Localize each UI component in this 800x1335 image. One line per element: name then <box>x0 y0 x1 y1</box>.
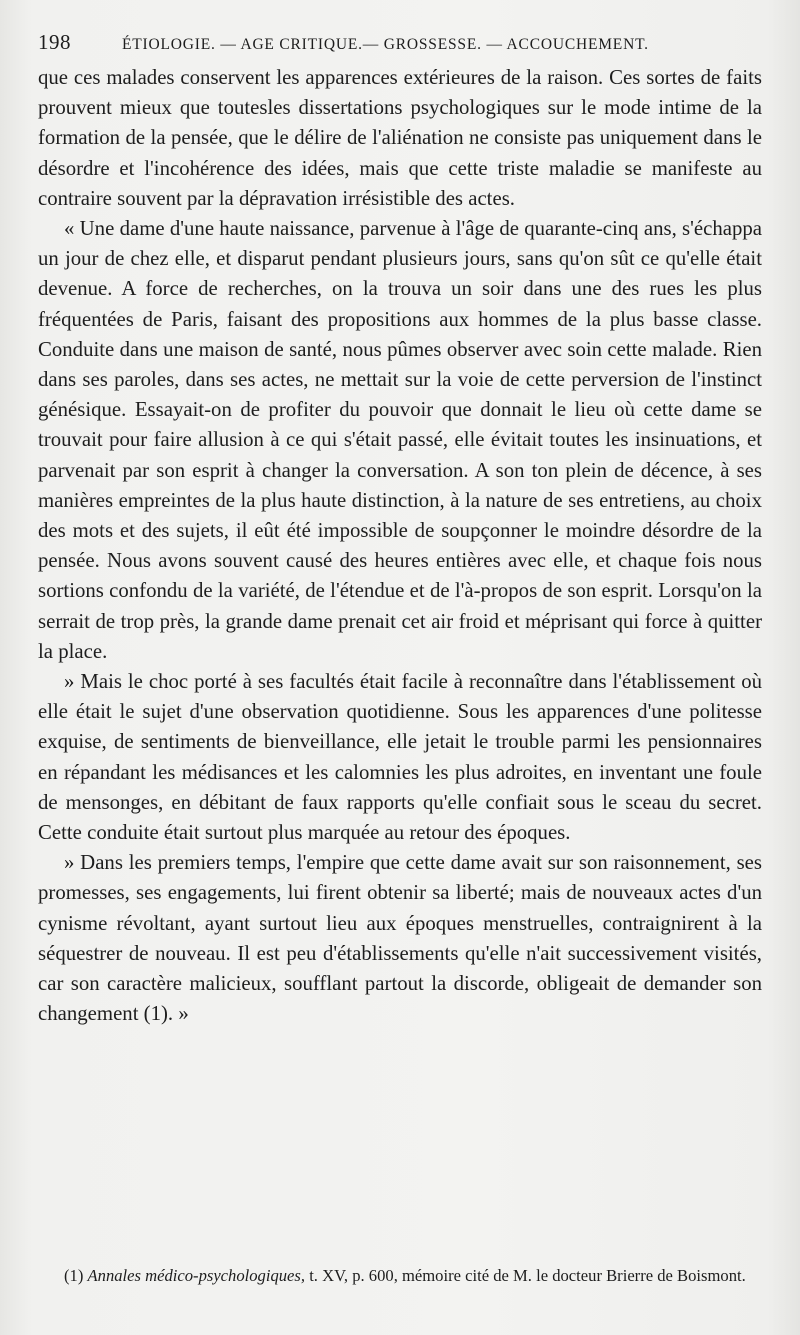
paragraph: » Dans les premiers temps, l'empire que cette dame avait sur son raisonnement, ses promesses, ses engagements, lui firent obtenir sa liberté; mais de nouveaux actes d'un cynisme révoltant, ayant surtout lieu aux époques menstruelles, contraignirent à la séquestrer de nouveau. Il est peu d'établissements qu'elle n'ait successivement visités, car son caractère malicieux, soufflant partout la discorde, obligeait de demander son changement (1). » <box>38 851 762 1026</box>
footnote-source-title: Annales médico-psychologiques, <box>87 1266 306 1285</box>
footnote-marker: (1) <box>64 1266 84 1285</box>
paragraph: que ces malades conservent les apparences extérieures de la raison. Ces sortes de faits prouvent mieux que toutesles dissertations psychologiques sur le mode intime de la formation de la pensée, que le délire de l'aliénation ne consiste pas uniquement dans le désordre et l'incohérence des idées, mais que cette triste maladie se manifeste au contraire souvent par la dépravation irrésistible des actes. <box>38 66 762 210</box>
page-number: 198 <box>38 30 71 54</box>
footnotes <box>38 1262 768 1290</box>
running-head: ÉTIOLOGIE. — AGE CRITIQUE.— GROSSESSE. — ACCOUCHEMENT. <box>122 36 649 53</box>
body-text <box>38 63 762 1030</box>
page-header <box>38 30 760 60</box>
footnote-citation: t. XV, p. 600, mémoire cité de M. le docteur Brierre de Boismont. <box>309 1266 746 1285</box>
footnote <box>38 1262 768 1290</box>
paragraph: » Mais le choc porté à ses facultés était facile à reconnaître dans l'établissement où elle était le sujet d'une observation quotidienne. Sous les apparences d'une politesse exquise, de sentiments de bienveillance, elle jetait le trouble parmi les pensionnaires en répandant les médisances et les calomnies les plus adroites, en inventant une foule de mensonges, en débitant de faux rapports qu'elle confiait sous le sceau du secret. Cette conduite était surtout plus marquée au retour des époques. <box>38 670 762 845</box>
paragraph: « Une dame d'une haute naissance, parvenue à l'âge de quarante-cinq ans, s'échappa un jour de chez elle, et disparut pendant plusieurs jours, sans qu'on sût ce qu'elle était devenue. A force de recherches, on la trouva un soir dans une des rues les plus fréquentées de Paris, faisant des propositions aux hommes de la plus basse classe. Conduite dans une maison de santé, nous pûmes observer avec soin cette malade. Rien dans ses paroles, dans ses actes, ne mettait sur la voie de cette perversion de l'instinct génésique. Essayait-on de profiter du pouvoir que donnait le lieu où cette dame se trouvait pour faire allusion à ce qui s'était passé, elle évitait toutes les insinuations, et parvenait par son esprit à changer la conversation. A son ton plein de décence, à ses manières empreintes de la plus haute distinction, à la nature de ses entretiens, au choix des mots et des sujets, il eût été impossible de soupçonner le moindre désordre de la pensée. Nous avons souvent causé des heures entières avec elle, et chaque fois nous sortions confondu de la variété, de l'étendue et de l'à-propos de son esprit. Lorsqu'on la serrait de trop près, la grande dame prenait cet air froid et méprisant qui force à quitter la place. <box>38 217 762 663</box>
